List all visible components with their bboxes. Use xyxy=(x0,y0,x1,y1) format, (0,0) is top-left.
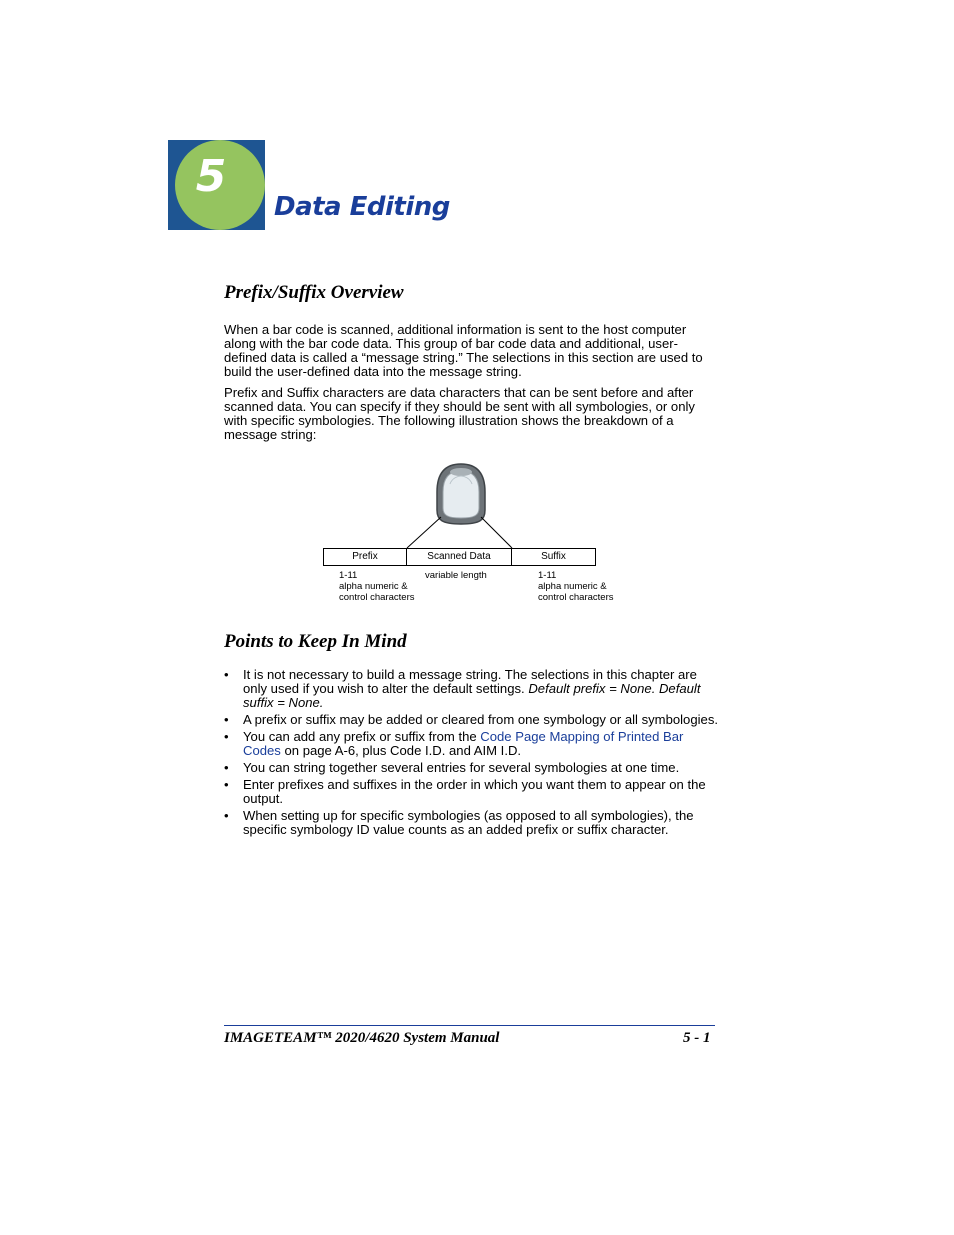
suffix-caption-line: alpha numeric & xyxy=(538,581,607,592)
bullet-icon: • xyxy=(224,808,229,823)
list-item xyxy=(224,668,724,710)
bullet-icon: • xyxy=(224,760,229,775)
beam-line-left xyxy=(407,517,441,548)
footer-manual-title: IMAGETEAM™ 2020/4620 System Manual xyxy=(224,1030,500,1046)
code-page-mapping-link[interactable]: Code Page Mapping of Printed Bar Codes xyxy=(243,729,684,758)
list-item xyxy=(224,778,724,806)
message-string-diagram xyxy=(320,462,640,612)
scanner-icon xyxy=(437,464,485,524)
beam-line-right xyxy=(481,517,512,548)
overview-paragraph-1: When a bar code is scanned, additional information is sent to the host computer along with the bar code data. This group of bar code data and additional, user-defined data is called a “message string.” The selections in this section are used to build the user-defined data into the message string. xyxy=(224,322,703,379)
list-item xyxy=(224,713,724,727)
scanned-data-caption xyxy=(425,570,487,581)
footer-rule xyxy=(224,1025,715,1026)
chapter-title: Data Editing xyxy=(274,192,450,222)
list-item xyxy=(224,809,724,837)
prefix-caption-line: 1-11 xyxy=(339,570,358,581)
chapter-number: 5 xyxy=(195,151,227,202)
list-item-text: It is not necessary to build a message string. The selections in this chapter are only used if you wish to alter the default settings. xyxy=(243,667,697,696)
prefix-box: Prefix xyxy=(323,548,407,566)
list-item-text: Enter prefixes and suffixes in the order in which you want them to appear on the output. xyxy=(243,777,706,806)
points-list xyxy=(224,668,724,840)
suffix-caption xyxy=(538,570,614,603)
list-item xyxy=(224,730,724,758)
suffix-caption-line: 1-11 xyxy=(538,570,557,581)
list-item xyxy=(224,761,724,775)
list-item-text: on page A-6, plus Code I.D. and AIM I.D. xyxy=(280,743,522,758)
list-item-text: A prefix or suffix may be added or cleared from one symbology or all symbologies. xyxy=(243,712,718,727)
bullet-icon: • xyxy=(224,667,229,682)
scanned-data-caption-line: variable length xyxy=(425,570,487,581)
scanned-data-box: Scanned Data xyxy=(406,548,512,566)
bullet-icon: • xyxy=(224,777,229,792)
list-item-italic-text: Default prefix = None. Default suffix = None. xyxy=(243,681,701,710)
footer-page-number: 5 - 1 xyxy=(683,1030,711,1046)
section-heading-prefix-suffix-overview: Prefix/Suffix Overview xyxy=(224,282,404,303)
section-heading-points-to-keep-in-mind: Points to Keep In Mind xyxy=(224,631,407,652)
overview-paragraph-2: Prefix and Suffix characters are data characters that can be sent before and after scanned data. You can specify if they should be sent with all symbologies, or only with specific symbologies. The following illustration shows the breakdown of a message string: xyxy=(224,385,695,442)
list-item-text: You can string together several entries for several symbologies at one time. xyxy=(243,760,680,775)
bullet-icon: • xyxy=(224,729,229,744)
prefix-caption-line: alpha numeric & xyxy=(339,581,408,592)
chapter-badge xyxy=(168,140,265,230)
prefix-caption-line: control characters xyxy=(339,592,415,603)
prefix-caption xyxy=(339,570,415,603)
list-item-text: You can add any prefix or suffix from the xyxy=(243,729,481,744)
list-item-text: When setting up for specific symbologies (as opposed to all symbologies), the specific symbology ID value counts as an added prefix or suffix character. xyxy=(243,808,694,837)
suffix-box: Suffix xyxy=(511,548,596,566)
suffix-caption-line: control characters xyxy=(538,592,614,603)
bullet-icon: • xyxy=(224,712,229,727)
